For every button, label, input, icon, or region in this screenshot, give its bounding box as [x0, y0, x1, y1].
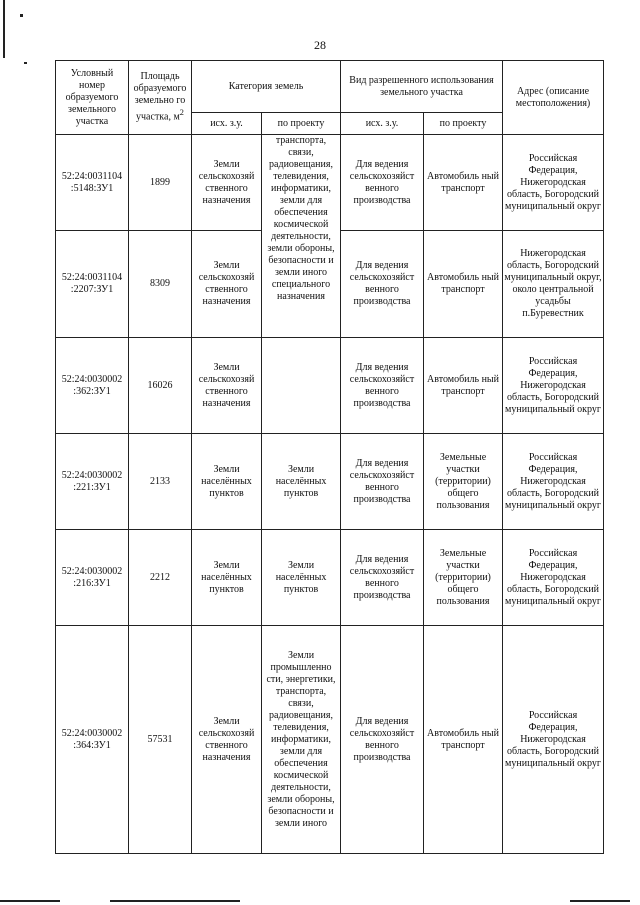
plot-id: 52:24:0031104 :2207:ЗУ1 [56, 231, 129, 338]
use-source: Для ведения сельскохозяйст венного производства [341, 231, 424, 338]
header-use-group: Вид разрешенного использования земельного участка [341, 61, 503, 113]
table-row [56, 434, 604, 530]
plot-id: 52:24:0030002 :364:ЗУ1 [56, 626, 129, 854]
plot-area: 1899 [129, 135, 192, 231]
header-use-project: по проекту [424, 113, 503, 135]
address: Российская Федерация, Нижегородская область, Богородский муниципальный округ [503, 135, 604, 231]
header-category-project: по проекту [262, 113, 341, 135]
page-number: 28 [314, 38, 326, 52]
address: Российская Федерация, Нижегородская область, Богородский муниципальный округ [503, 626, 604, 854]
plot-area: 2212 [129, 530, 192, 626]
plot-area: 16026 [129, 338, 192, 434]
category-source: Земли сельскохозяй ственного назначения [192, 231, 262, 338]
category-source: Земли сельскохозяй ственного назначения [192, 626, 262, 854]
category-project: Земли населённых пунктов [262, 434, 341, 530]
use-project: Автомобиль ный транспорт [424, 626, 503, 854]
table-header-row [56, 61, 604, 113]
header-address: Адрес (описание местоположения) [503, 61, 604, 135]
use-project: Автомобиль ный транспорт [424, 231, 503, 338]
header-category-group: Категория земель [192, 61, 341, 113]
scan-bottom-mark [110, 900, 240, 902]
plot-id: 52:24:0030002 :221:ЗУ1 [56, 434, 129, 530]
use-source: Для ведения сельскохозяйст венного производства [341, 135, 424, 231]
header-category-source: исх. з.у. [192, 113, 262, 135]
address: Нижегородская область, Богородский муниципальный округ, около центральной усадьбы п.Буревестник [503, 231, 604, 338]
category-source: Земли населённых пунктов [192, 434, 262, 530]
plot-area: 8309 [129, 231, 192, 338]
header-plot-id: Условный номер образуемого земельного участка [56, 61, 129, 135]
plot-area: 57531 [129, 626, 192, 854]
header-use-source: исх. з.у. [341, 113, 424, 135]
category-source: Земли сельскохозяй ственного назначения [192, 135, 262, 231]
plot-area: 2133 [129, 434, 192, 530]
use-project: Земельные участки (территории) общего пользования [424, 530, 503, 626]
table-row [56, 626, 604, 854]
scan-bottom-mark [570, 900, 630, 902]
table-row [56, 338, 604, 434]
header-area: Площадь образуемого земельно го участка, $м^2$ [129, 61, 192, 135]
scan-bottom-mark [0, 900, 60, 902]
plot-id: 52:24:0030002 :362:ЗУ1 [56, 338, 129, 434]
table-row [56, 530, 604, 626]
category-project [262, 338, 341, 434]
scan-dot [20, 14, 23, 17]
category-project-merged [262, 135, 341, 338]
plot-id: 52:24:0031104 :5148:ЗУ1 [56, 135, 129, 231]
address: Российская Федерация, Нижегородская область, Богородский муниципальный округ [503, 434, 604, 530]
category-source: Земли сельскохозяй ственного назначения [192, 338, 262, 434]
category-project-text: транспорта, связи, радиовещания, телевидения, информатики, земли для обеспечения космической деятельности, земли обороны, безопасности и земли иного специального назначения [267, 135, 335, 302]
scan-dot [24, 62, 27, 64]
address: Российская Федерация, Нижегородская область, Богородский муниципальный округ [503, 338, 604, 434]
use-source: Для ведения сельскохозяйст венного производства [341, 626, 424, 854]
use-source: Для ведения сельскохозяйст венного производства [341, 434, 424, 530]
use-project: Автомобиль ный транспорт [424, 135, 503, 231]
category-project: Земли населённых пунктов [262, 530, 341, 626]
use-source: Для ведения сельскохозяйст венного производства [341, 530, 424, 626]
land-plots-table [55, 60, 604, 854]
category-source: Земли населённых пунктов [192, 530, 262, 626]
table-row [56, 135, 604, 231]
category-project: Земли промышленно сти, энергетики, транспорта, связи, радиовещания, телевидения, информатики, земли для обеспечения космической деятельности, земли обороны, безопасности и земли иного [262, 626, 341, 854]
use-project: Земельные участки (территории) общего пользования [424, 434, 503, 530]
use-project: Автомобиль ный транспорт [424, 338, 503, 434]
use-source: Для ведения сельскохозяйст венного производства [341, 338, 424, 434]
plot-id: 52:24:0030002 :216:ЗУ1 [56, 530, 129, 626]
address: Российская Федерация, Нижегородская область, Богородский муниципальный округ [503, 530, 604, 626]
